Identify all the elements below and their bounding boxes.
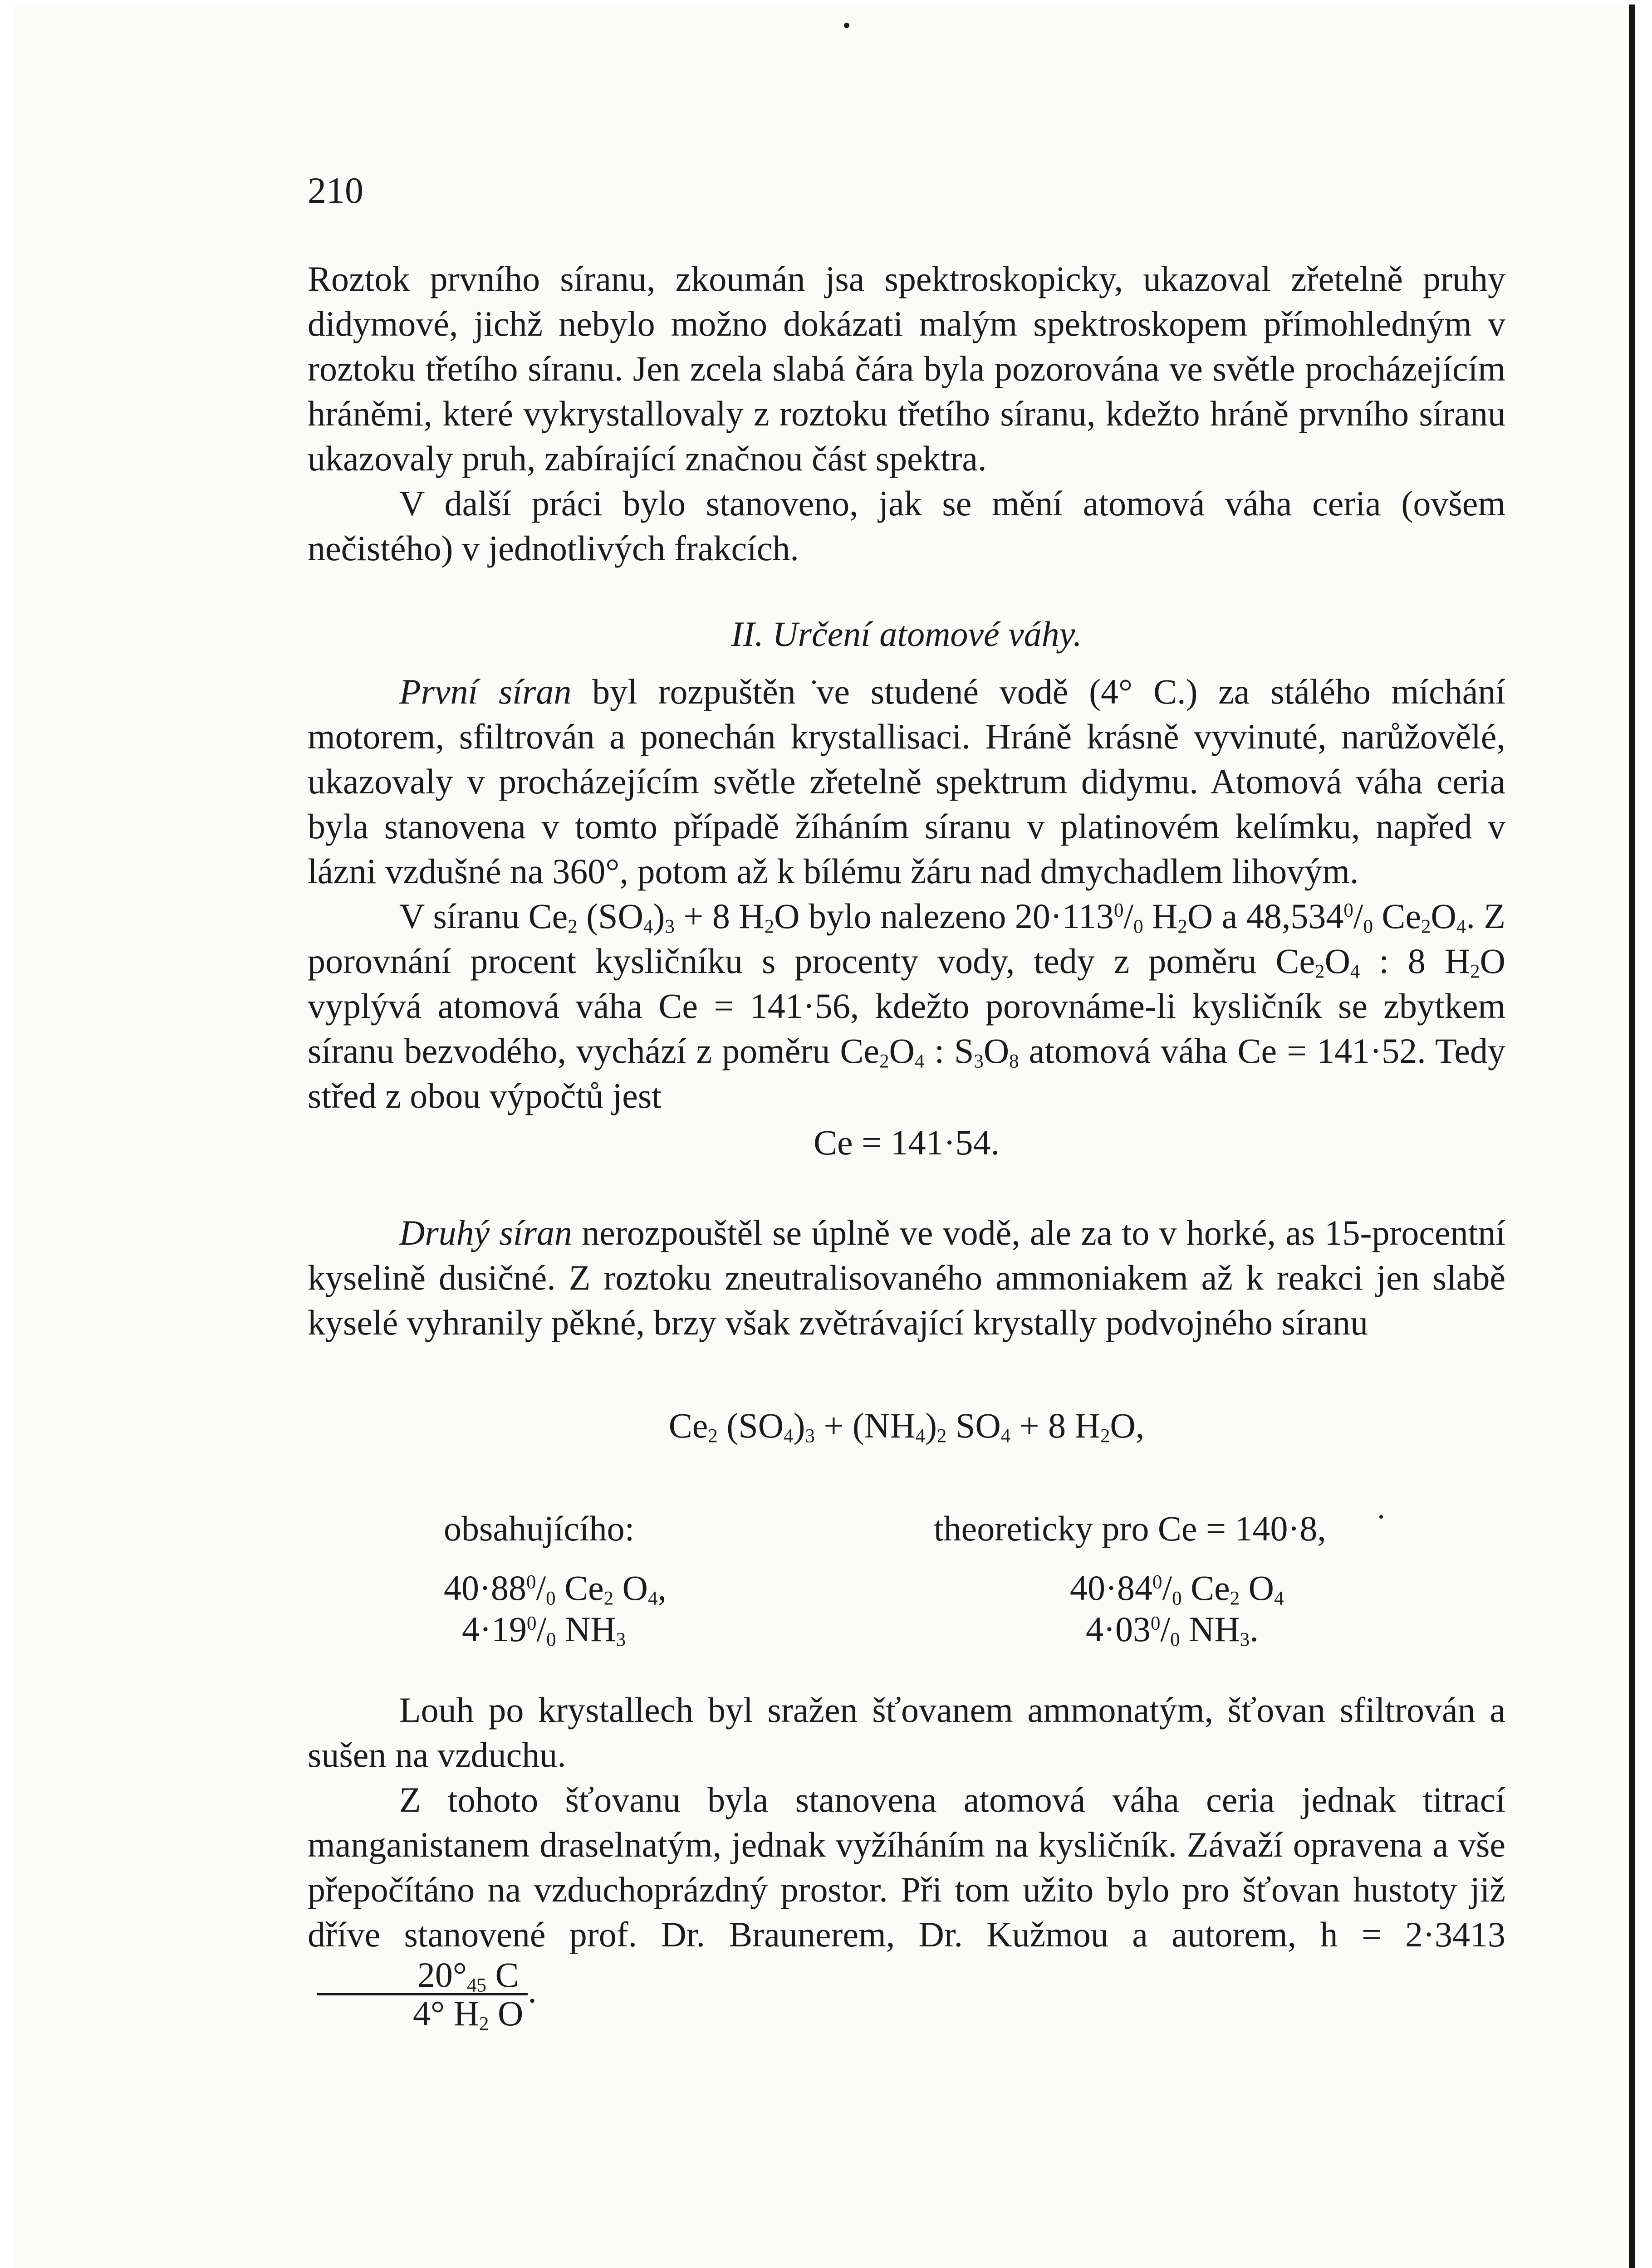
- page-number: 210: [308, 170, 363, 211]
- fraction-denominator: 4° $H_2$ O: [413, 1994, 524, 2035]
- body-text: [308, 256, 1506, 2035]
- paragraph-2: V další práci bylo stanoveno, jak se mění atomová váha ceria (ovšem nečistého) v jednotlivých frakcích.: [308, 484, 1505, 568]
- density-fraction: [317, 1955, 528, 2035]
- emphasis-second-sulfate: Druhý síran: [399, 1213, 572, 1252]
- composition-right-row-2: $4\cdot 03^0/_0$ $NH_3$.: [1086, 1609, 1259, 1651]
- paragraph-5: [308, 1210, 1505, 1345]
- composition-right-header: theoreticky pro Ce = 140·8,: [934, 1509, 1326, 1548]
- scanned-page: [14, 5, 1635, 2268]
- paragraph-5-text: nerozpouštěl se úplně ve vodě, ale za to v horké, as 15-procentní kyselině dusičné. Z roztoku zneutralisovaného ammoniakem až k reakci jen slabě kyselé vyhranily pěkné, brzy však zvětrávající krystally podvojného síranu: [308, 1213, 1505, 1342]
- paragraph-4: V síranu $Ce_2$ $(SO_4)_3 + 8$ $H_2O$ bylo nalezeno $20\cdot 113^0/_0$ $H_2O$ a $48,534^0/_0$ $Ce_2O_4$. Z porovnání procent kysličníku s procenty vody, tedy z poměru $Ce_2O_4$ : 8 $H_2O$ vyplývá atomová váha Ce = 141·56, kdežto porovnáme-li kysličník se zbytkem síranu bezvodého, vychází z poměru $Ce_2O_4$ : $S_3O_8$ atomová váha Ce = 141·52. Tedy střed z obou výpočtů jest: [308, 896, 1506, 1115]
- double-sulfate-formula: $Ce_2$ $(SO_4)_3 + (NH_4)_2$ $SO_4 + 8$ $H_2O$,: [668, 1406, 1145, 1447]
- composition-left-row-2: $4\cdot 19^0/_0$ $NH_3$: [462, 1609, 626, 1651]
- paragraph-7: Z tohoto šťovanu byla stanovena atomová váha ceria jednak titrací manganistanem draselnatým, jednak vyžíháním na kysličník. Závaží opravena a vše přepočítáno na vzduchoprázdný prostor. Při tom užito bylo pro šťovan hustoty již dříve stanovené prof. Dr. Braunerem, Dr. Kužmou a autorem, h = 2·3413 $\frac{20^\circ_{45} C}{4^\circ H_2 O}$ .: [308, 1780, 1505, 2035]
- fraction-numerator: $20^\circ_{45}$ C: [317, 1957, 528, 1995]
- emphasis-first-sulfate: První síran: [399, 672, 572, 711]
- result-formula: Ce = 141·54.: [813, 1123, 1000, 1162]
- composition-left-row-1: $40\cdot 88^0/_0$ $Ce_2$ $O_4$,: [444, 1568, 667, 1609]
- paragraph-6: Louh po krystallech byl sražen šťovanem ammonatým, šťovan sfiltrován a sušen na vzduchu.: [308, 1690, 1505, 1774]
- section-heading: II. Určení atomové váhy.: [731, 614, 1082, 654]
- paragraph-1: Roztok prvního síranu, zkoumán jsa spektroskopicky, ukazoval zřetelně pruhy didymové, jichž nebylo možno dokázati malým spektroskopem přímohledným v roztoku třetího síranu. Jen zcela slabá čára byla pozorována ve světle procházejícím hráněmi, které vykrystallovaly z roztoku třetího síranu, kdežto hráně prvního síranu ukazovaly pruh, zabírající značnou část spektra.: [308, 259, 1505, 478]
- composition-right-row-1: $40\cdot 84^0/_0$ $Ce_2$ $O_4$: [1070, 1568, 1284, 1609]
- paragraph-3: [308, 669, 1505, 894]
- paragraph-7-text: Z tohoto šťovanu byla stanovena atomová váha ceria jednak titrací manganistanem draselnatým, jednak vyžíháním na kysličník. Závaží opravena a vše přepočítáno na vzduchoprázdný prostor. Při tom užito bylo pro šťovan hustoty již dříve stanovené prof. Dr. Braunerem, Dr. Kužmou a autorem, h = 2·3413: [308, 1780, 1505, 1954]
- composition-table: [308, 1506, 1505, 1656]
- speck: [844, 23, 849, 28]
- paragraph-3-text: byl rozpuštěn ve studené vodě (4° C.) za stálého míchání motorem, sfiltrován a ponechán krystallisaci. Hráně krásně vyvinuté, narůžovělé, ukazovaly v procházejícím světle zřetelně spektrum didymu. Atomová váha ceria byla stanovena v tomto případě žíháním síranu v platinovém kelímku, napřed v lázni vzdušné na 360°, potom až k bílému žáru nad dmychadlem lihovým.: [308, 672, 1506, 891]
- composition-left-header: obsahujícího:: [444, 1509, 635, 1548]
